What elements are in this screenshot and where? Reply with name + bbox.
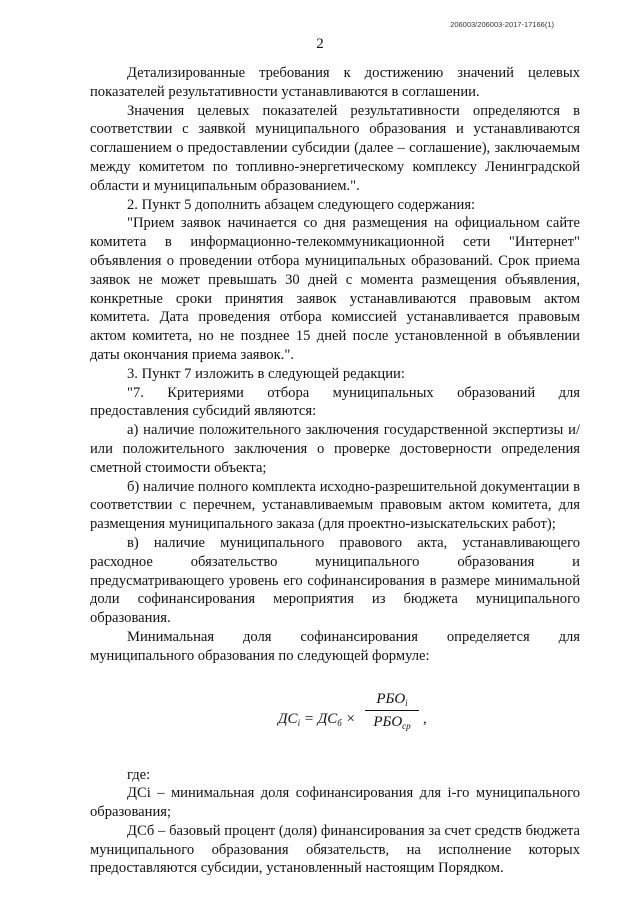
paragraph-item-2: 2. Пункт 5 дополнить абзацем следующего содержания: [127, 196, 476, 213]
formula-fraction [363, 690, 421, 736]
formula-comma: , [423, 710, 427, 727]
paragraph-where: где: [127, 766, 151, 783]
paragraph-criterion-b: б) наличие полного комплекта исходно-разрешительной документации в соответствии с перечнем, устанавливаемым правовым актом комитета, для размещения муниципального заказа (для проектно-изыскательских работ); [90, 478, 580, 533]
document-id: 206003/206003-2017-17166(1) [450, 20, 554, 29]
paragraph-target-values: Значения целевых показателей результативности определяются в соответствии с заявкой муниципального образования и устанавливаются соглашением о предоставлении субсидии (далее – соглашение), заключаемым между комитетом по топливно-энергетическому комплексу Ленинградской области и муниципальным образованием.". [90, 102, 580, 194]
formula-lhs: $ДС_i = ДС_б$ × [278, 710, 356, 728]
paragraph-criterion-c: в) наличие муниципального правового акта, устанавливающего расходное обязательство муниципального образования и предусматривающего уровень его софинансирования в размере минимальной доли софинансирования мероприятия из бюджета муниципального образования. [90, 534, 580, 627]
page-number: 2 [316, 36, 324, 52]
document-body [90, 64, 580, 878]
paragraph-application-period: "Прием заявок начинается со дня размещения на официальном сайте комитета в информационно-телекоммуникационной сети "Интернет" объявления о проведении отбора муниципальных образований. Срок приема заявок не может превышать 30 дней с момента размещения объявления, конкретные сроки принятия заявок устанавливаются правовым актом комитета. Дата проведения отбора комиссией устанавливается правовым актом комитета, но не позднее 15 дней после установленной в объявлении даты окончания приема заявок.". [90, 215, 580, 363]
formula-numerator: $РБО_i$ [376, 690, 408, 708]
formula-denominator: $РБО_{ср}$ [373, 713, 411, 731]
paragraph-criterion-a: а) наличие положительного заключения государственной экспертизы и/или положительного заключения о проверке достоверности определения сметной стоимости объекта; [90, 422, 580, 476]
paragraph-criteria: "7. Критериями отбора муниципальных образований для предоставления субсидий являются: [90, 384, 580, 420]
paragraph-def-dsi: ДСi – минимальная доля софинансирования для i-го муниципального образования; [90, 785, 580, 821]
cofinancing-formula [90, 690, 580, 748]
paragraph-def-dsb: ДСб – базовый процент (доля) финансирования за счет средств бюджета муниципального образования обязательств, на исполнение которых предоставляются субсидии, установленный настоящим Порядком. [90, 822, 580, 877]
paragraph-item-3: 3. Пункт 7 изложить в следующей редакции: [127, 365, 405, 382]
paragraph-requirements: Детализированные требования к достижению значений целевых показателей результативности устанавливаются в соглашении. [90, 65, 580, 100]
paragraph-min-share: Минимальная доля софинансирования определяется для муниципального образования по следующей формуле: [90, 628, 580, 664]
